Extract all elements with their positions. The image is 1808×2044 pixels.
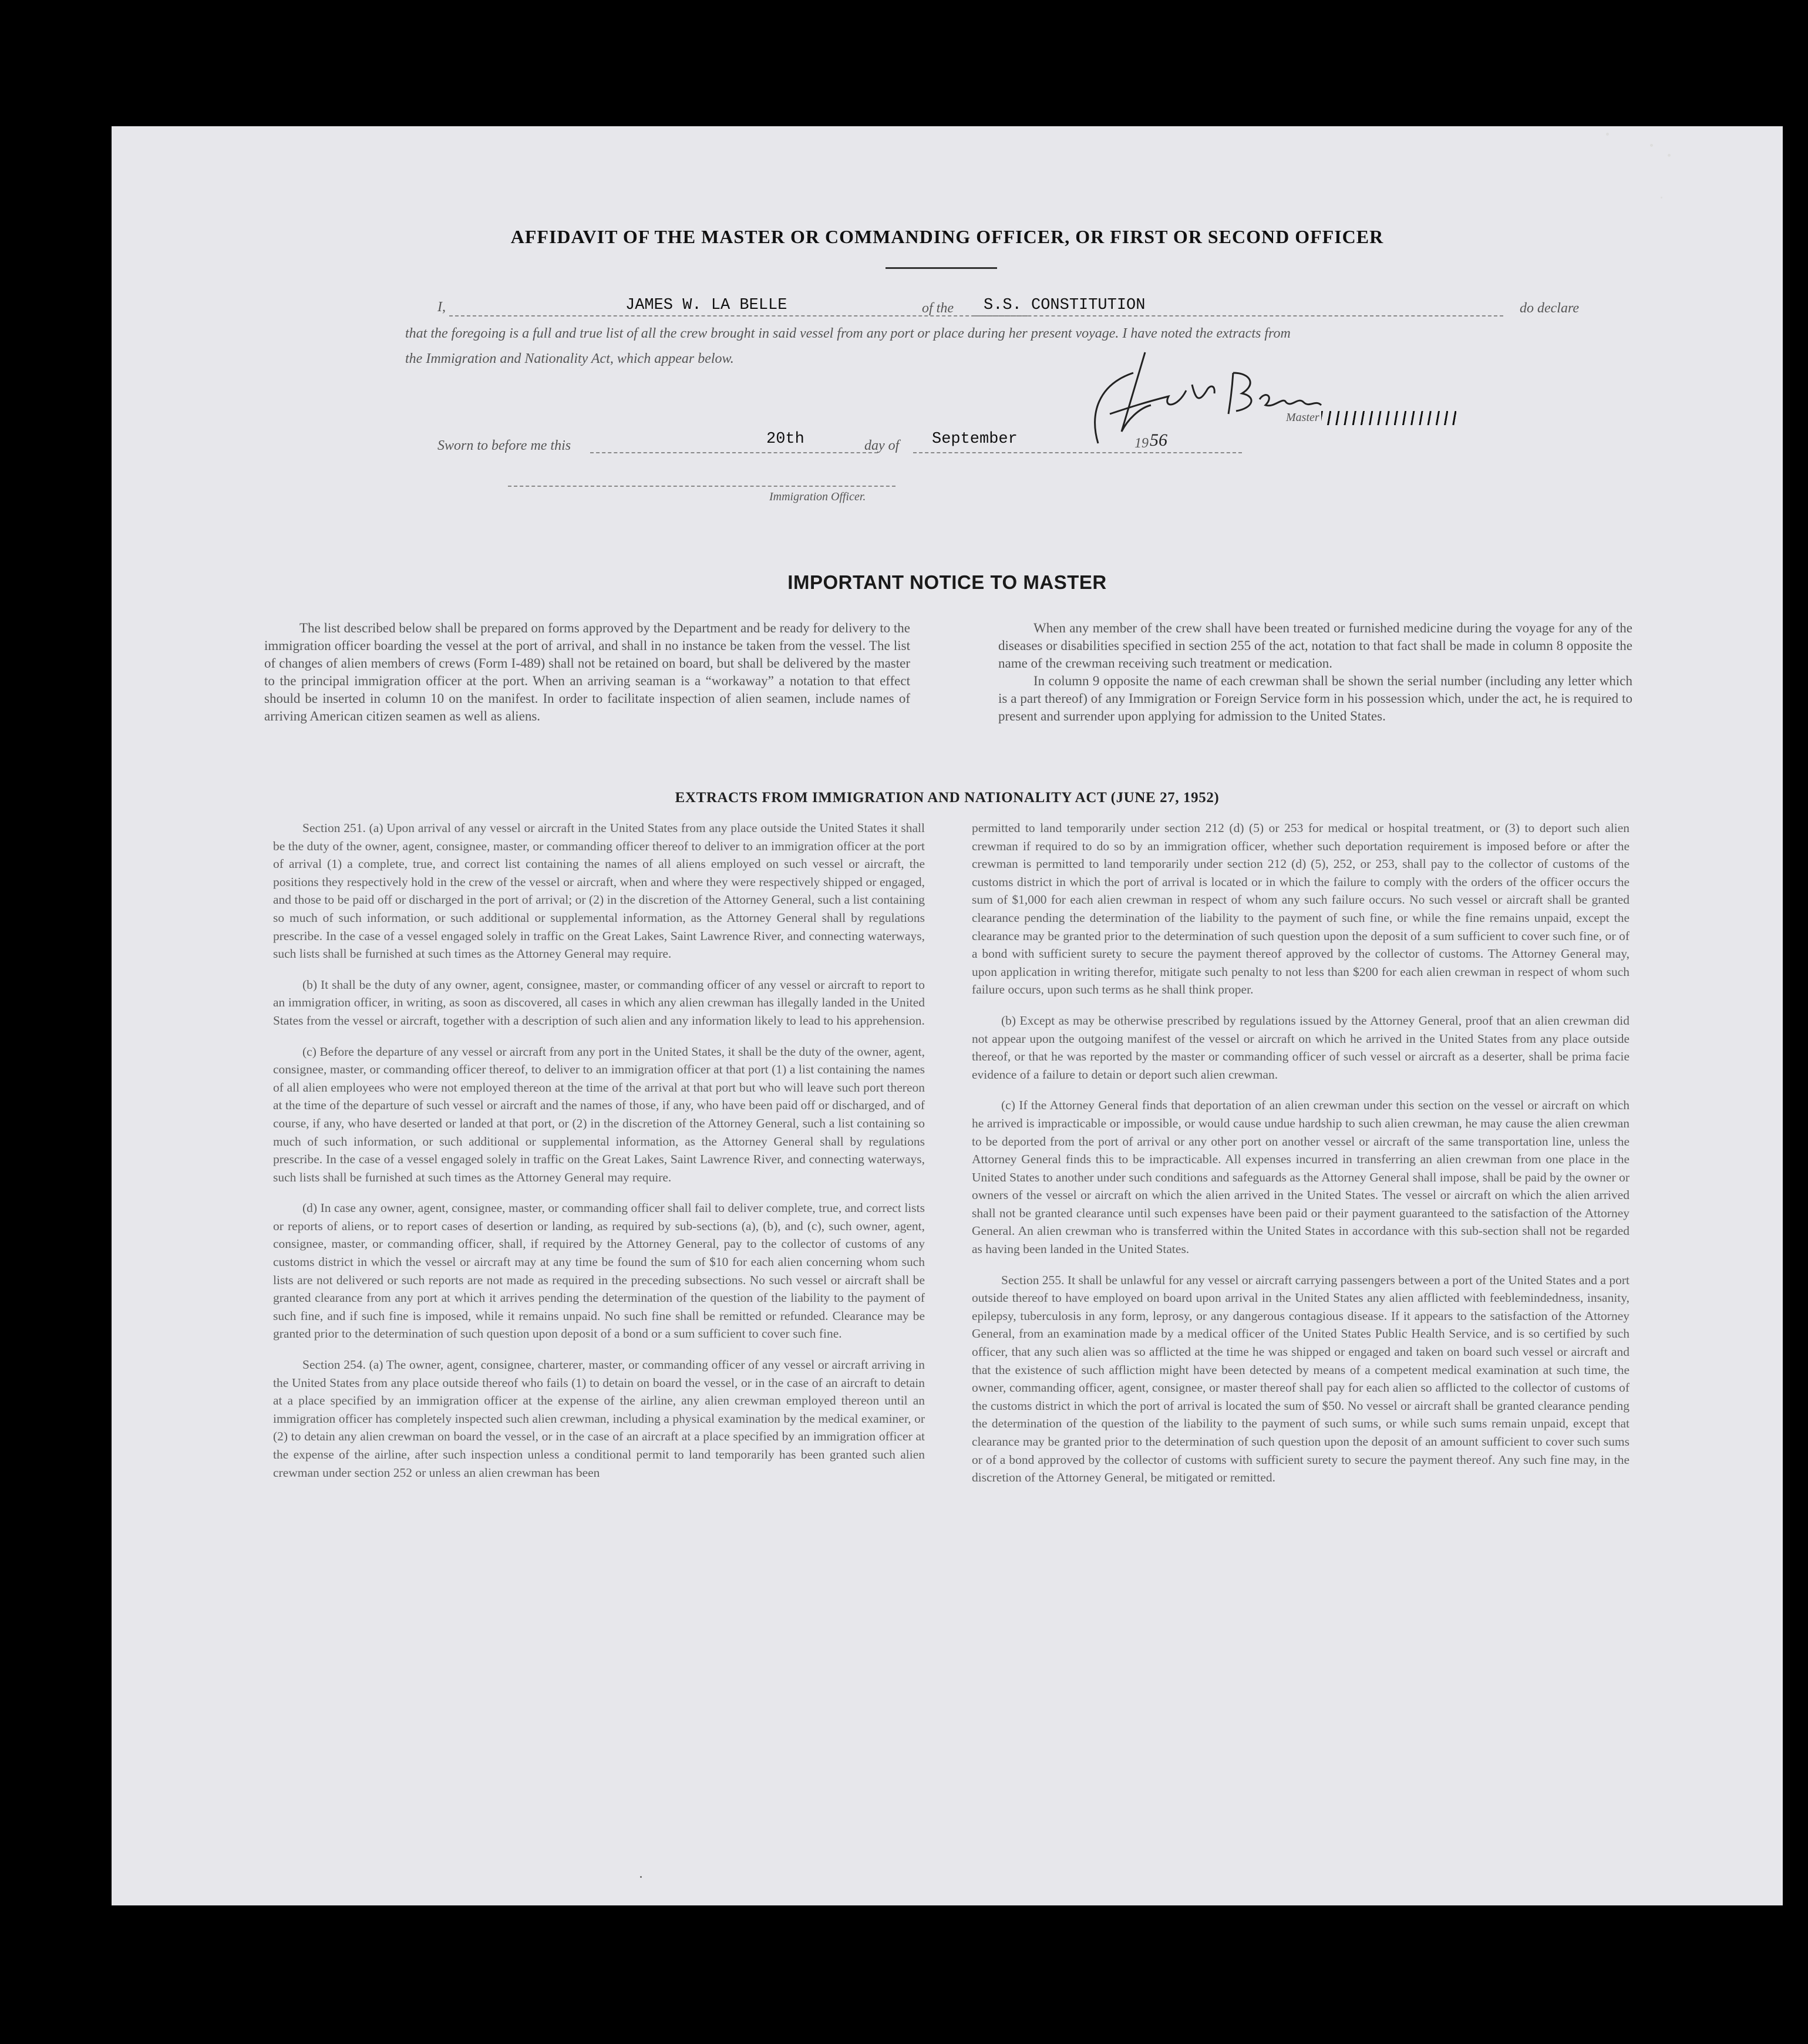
film-speck <box>1661 197 1662 198</box>
extracts-heading: EXTRACTS FROM IMMIGRATION AND NATIONALITY ACT (JUNE 27, 1952) <box>675 790 1220 806</box>
section-254-c: (c) If the Attorney General finds that deportation of an alien crewman under this section on the vessel or aircraft on which he arrived is impracticable or impossible, or would cause undue hardship to such alien crewman, he may cause the alien crewman to be deported from the port of arrival or any other port on another vessel or aircraft of the same transportation line, unless the Attorney General finds this to be impracticable. All expenses incurred in transferring an alien crewman from one place in the United States to another under such conditions and safeguards as the Attorney General shall impose, shall be paid by the owner or owners of the vessel or aircraft on which the alien arrived in the United States. The vessel or aircraft on which the alien arrived shall not be granted clearance until such expenses have been paid or their payment guaranteed to the satisfaction of the Attorney General. An alien crewman who is transferred within the United States in accordance with this sub-section shall not be regarded as having been landed in the United States. <box>972 1098 1629 1257</box>
extracts-left-column <box>273 819 925 1494</box>
officer-label: Immigration Officer. <box>769 490 866 503</box>
film-speck <box>1668 154 1671 157</box>
struck-title-marks <box>1321 411 1456 425</box>
section-251-b: (b) It shall be the duty of any owner, agent, consignee, master, or commanding officer of any vessel or aircraft to report to an immigration officer, in writing, as soon as discovered, all cases in which any alien crewman has illegally landed in the United States from the vessel or aircraft, together with a description of such alien and any information likely to lead to his apprehension. <box>273 977 925 1028</box>
affidavit-heading: AFFIDAVIT OF THE MASTER OR COMMANDING OFFICER, OR FIRST OR SECOND OFFICER <box>510 226 1384 247</box>
section-251-a: Section 251. (a) Upon arrival of any vessel or aircraft in the United States from any place outside the United States it shall be the duty of the owner, agent, consignee, master, or commanding officer thereof to deliver to an immigration officer at the port of arrival (1) a complete, true, and correct list containing the names of all aliens employed on such vessel or aircraft, the positions they respectively hold in the crew of the vessel or aircraft, when and where they were respectively shipped or engaged, and those to be paid off or discharged in the port of arrival; or (2) in the discretion of the Attorney General, such a list containing so much of such information, or such additional or supplemental information, as the Attorney General shall by regulations prescribe. In the case of a vessel engaged solely in traffic on the Great Lakes, Saint Lawrence River, and connecting waterways, such lists shall be furnished at such times as the Attorney General may require. <box>273 821 925 961</box>
extracts-right-column <box>972 819 1629 1500</box>
section-255: Section 255. It shall be unlawful for any vessel or aircraft carrying passengers between a port of the United States and a port outside thereof to have employed on board upon arrival in the United States any alien afflicted with feeblemindedness, insanity, epilepsy, tuberculosis in any form, leprosy, or any dangerous contagious disease. If it appears to the satisfaction of the Attorney General, from an examination made by a medical officer of the United States Public Health Service, and is so certified by such officer, that any such alien was so afflicted at the time he was shipped or engaged and taken on board such vessel or aircraft and that the existence of such affliction might have been detected by means of a competent medical examination at such time, the owner, commanding officer, agent, consignee, or master thereof shall pay for each alien so afflicted to the collector of customs of the customs district in which the port of arrival is located the sum of $50. No vessel or aircraft shall be granted clearance pending the determination of the question of the liability to the payment of such sums, or while such sums remain unpaid, except that clearance may be granted prior to the determination of such question upon the deposit of an amount sufficient to cover such sums or of a bond approved by the collector of customs with sufficient surety to secure the payment thereof. Any such fine may, in the discretion of the Attorney General, be mitigated or remitted. <box>972 1272 1629 1485</box>
film-speck <box>1650 144 1653 147</box>
document-page <box>112 126 1783 1905</box>
section-254-a-continued: permitted to land temporarily under section 212 (d) (5) or 253 for medical or hospital treatment, or (3) to deport such alien crewman if required to do so by an immigration officer, whether such deportation requirement is imposed before or after the crewman is permitted to land temporarily under section 212 (d) (5), 252, or 253, shall pay to the collector of customs of the customs district in which the port of arrival is located or in which the failure to comply with the orders of the officer occurs the sum of $1,000 for each alien crewman in respect of whom any such failure occurs. No such vessel or aircraft shall be granted clearance pending the determination of the liability to the payment of such fine, or while the fine remains unpaid, except the clearance may be granted prior to the determination of such question upon the deposit of a sum sufficient to cover such fine, or of a bond with sufficient surety to secure the payment thereof approved by the collector of customs. The Attorney General may, upon application in writing therefor, mitigate such penalty to not less than $200 for each alien crewman in respect of whom such failure occurs, upon such terms as he shall think proper. <box>972 821 1629 997</box>
sworn-month-line <box>913 452 1242 453</box>
declaration-line-2: the Immigration and Nationality Act, which appear below. <box>405 351 734 366</box>
film-speck <box>1606 133 1609 136</box>
heading-divider <box>886 267 997 269</box>
sworn-day-field: 20th <box>766 430 804 448</box>
sworn-day-line <box>590 452 878 453</box>
sworn-month-field: September <box>932 430 1018 448</box>
master-label: Master <box>1286 411 1319 424</box>
prefix-i: I, <box>437 299 446 315</box>
sworn-prefix: Sworn to before me this <box>437 438 571 453</box>
vessel-line <box>975 315 1503 316</box>
section-251-c: (c) Before the departure of any vessel or aircraft from any port in the United States, it shall be the duty of the owner, agent, consignee, master, or commanding officer thereof, to deliver to an immigration officer at that port (1) a list containing the names of all alien employees who were not employed thereon at the time of the arrival at that port but who will leave such port thereon at the time of the departure of such vessel or aircraft and the names of those, if any, who have been paid off or discharged, and of course, if any, who have deserted or landed at that port, or (2) in the discretion of the Attorney General, such a list containing so much of such information, or such additional or supplemental information, as the Attorney General shall by regulations prescribe. In the case of a vessel engaged solely in traffic on the Great Lakes, Saint Lawrence River, and connecting waterways, such lists shall be furnished at such times as the Attorney General may require. <box>273 1044 925 1184</box>
section-254-b: (b) Except as may be otherwise prescribed by regulations issued by the Attorney General, proof that an alien crewman did not appear upon the outgoing manifest of the vessel or aircraft on which he arrived in the United States from any place outside thereof, or that he was reported by the master or commanding officer of such vessel or aircraft as a deserter, shall be prima facie evidence of a failure to detain or deport such alien crewman. <box>972 1013 1629 1082</box>
master-signature <box>1075 349 1415 449</box>
notice-right-paragraph-1: When any member of the crew shall have been treated or furnished medicine during the voyage for any of the diseases or disabilities specified in section 255 of the act, notation to that fact shall be made in column 8 opposite the name of the crewman receiving such treatment or medication. <box>998 621 1632 671</box>
of-the-label: of the <box>922 301 954 316</box>
officer-signature-line <box>508 486 895 487</box>
master-name-field: JAMES W. LA BELLE <box>625 297 787 314</box>
notice-right-column <box>998 619 1632 725</box>
do-declare-label: do declare <box>1520 301 1580 316</box>
notice-right-paragraph-2: In column 9 opposite the name of each crewman shall be shown the serial number (including any letter which is a part thereof) of any Immigration or Foreign Service form in his possession which, under the act, he is required to present and surrender upon applying for admission to the United States. <box>998 674 1632 723</box>
section-254-a: Section 254. (a) The owner, agent, consignee, charterer, master, or commanding officer of any vessel or aircraft arriving in the United States from any place outside thereof who fails (1) to detain on board the vessel, or in the case of an aircraft to detain at a place specified by an immigration officer at the expense of the airline, any alien crewman employed thereon until an immigration officer has completely inspected such alien crewman, including a physical examination by the medical examiner, or (2) to detain any alien crewman on board the vessel, or in the case of an aircraft at a place specified by an immigration officer at the expense of the airline, after such inspection unless a conditional permit to land temporarily has been granted such alien crewman under section 252 or unless an alien crewman has been <box>273 1358 925 1480</box>
day-of-label: day of <box>864 438 900 453</box>
year-prefix: 19 <box>1134 436 1149 451</box>
declaration-line-1: that the foregoing is a full and true list of all the crew brought in said vessel from any port or place during her present voyage. I have noted the extracts from <box>405 326 1291 341</box>
notice-heading: IMPORTANT NOTICE TO MASTER <box>787 571 1107 593</box>
year-suffix: 56 <box>1150 430 1167 450</box>
paper-speck <box>640 1876 642 1878</box>
notice-left-paragraph: The list described below shall be prepared on forms approved by the Department and be ready for delivery to the immigration officer boarding the vessel at the port of arrival, and shall in no instance be taken from the vessel. The list of changes of alien members of crews (Form I-489) shall not be retained on board, but shall be delivered by the master to the principal immigration officer at the port. When an arriving seaman is a “workaway” a notation to that effect should be inserted in column 10 on the manifest. In order to facilitate inspection of alien seamen, include names of arriving American citizen seamen as well as aliens. <box>264 621 910 723</box>
section-251-d: (d) In case any owner, agent, consignee, master, or commanding officer shall fail to deliver complete, true, and correct lists or reports of aliens, or to report cases of desertion or landing, as required by sub-sections (a), (b), and (c), such owner, agent, consignee, master, or commanding officer, shall, if required by the Attorney General, pay to the collector of customs of any customs district in which the vessel or aircraft may at any time be found the sum of $10 for each alien concerning whom such lists are not delivered or such reports are not made as required in the preceding subsections. No such vessel or aircraft shall be granted clearance from any port at which it arrives pending the determination of the question of the liability to the payment of such fine, and if such fine is imposed, while it remains unpaid. No such fine shall be remitted or refunded. Clearance may be granted prior to the determination of such question upon deposit of a bond or a sum sufficient to cover such fine. <box>273 1201 925 1341</box>
vessel-name-field: S.S. CONSTITUTION <box>984 297 1146 314</box>
